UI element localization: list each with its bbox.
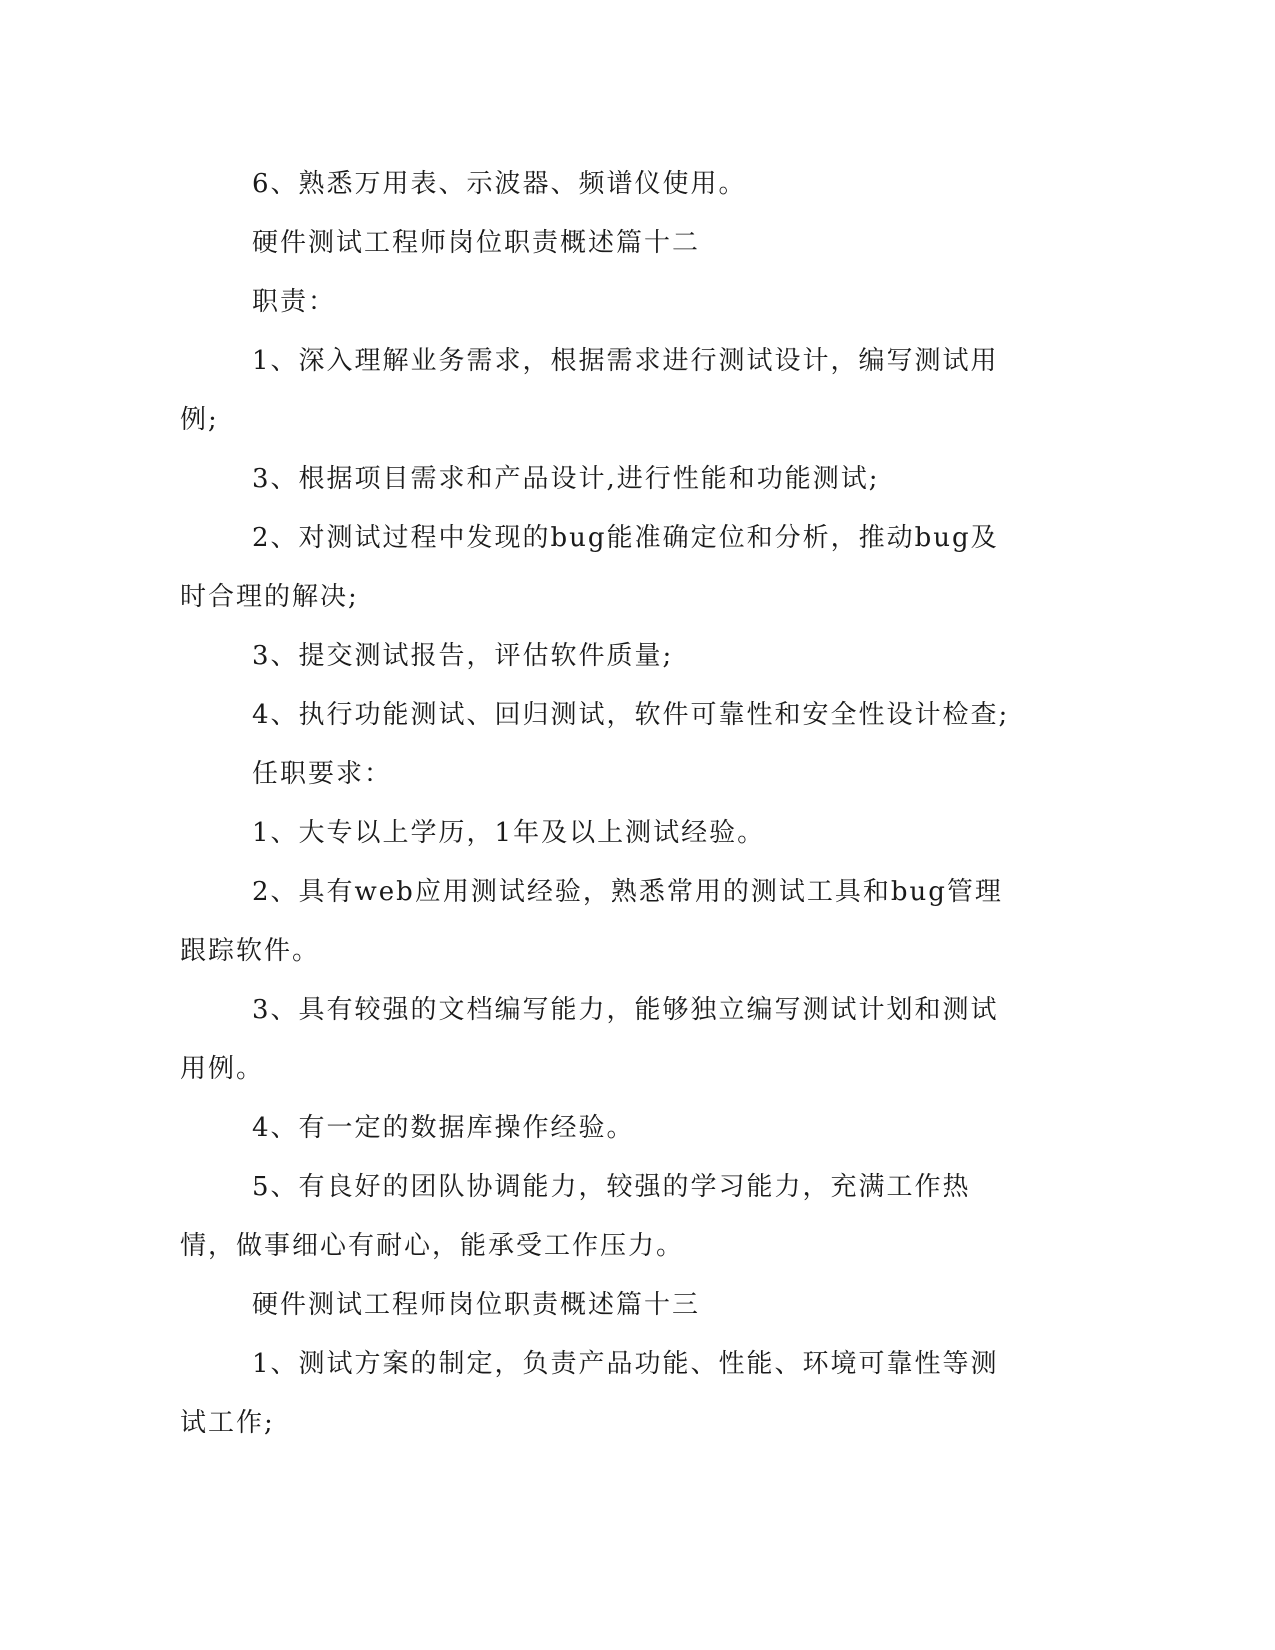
requirement-item-5: 5、有良好的团队协调能力，较强的学习能力，充满工作热情，做事细心有耐心，能承受工作压力。	[180, 1172, 971, 1261]
subheading-duties: 职责：	[252, 287, 337, 317]
duty-item-2-bug: 2、对测试过程中发现的bug能准确定位和分析，推动bug及时合理的解决;	[180, 523, 999, 612]
document-body	[180, 155, 1020, 1453]
section13-item-1: 1、测试方案的制定，负责产品功能、性能、环境可靠性等测试工作;	[180, 1349, 999, 1438]
requirement-item-4: 4、有一定的数据库操作经验。	[252, 1113, 635, 1143]
duty-item-1: 1、深入理解业务需求，根据需求进行测试设计，编写测试用例;	[180, 346, 999, 435]
duty-item-3-performance: 3、根据项目需求和产品设计,进行性能和功能测试;	[252, 464, 880, 494]
section-heading-13: 硬件测试工程师岗位职责概述篇十三	[252, 1290, 701, 1320]
requirement-item-3: 3、具有较强的文档编写能力，能够独立编写测试计划和测试用例。	[180, 995, 999, 1084]
section-heading-12: 硬件测试工程师岗位职责概述篇十二	[252, 228, 701, 258]
requirement-item-1: 1、大专以上学历，1年及以上测试经验。	[252, 818, 766, 848]
duty-item-3-report: 3、提交测试报告，评估软件质量;	[252, 641, 674, 671]
requirement-item-2: 2、具有web应用测试经验，熟悉常用的测试工具和bug管理跟踪软件。	[180, 877, 1003, 966]
subheading-requirements: 任职要求：	[252, 759, 393, 789]
paragraph-item-6-tools: 6、熟悉万用表、示波器、频谱仪使用。	[252, 169, 747, 199]
duty-item-4: 4、执行功能测试、回归测试，软件可靠性和安全性设计检查;	[252, 700, 1010, 730]
